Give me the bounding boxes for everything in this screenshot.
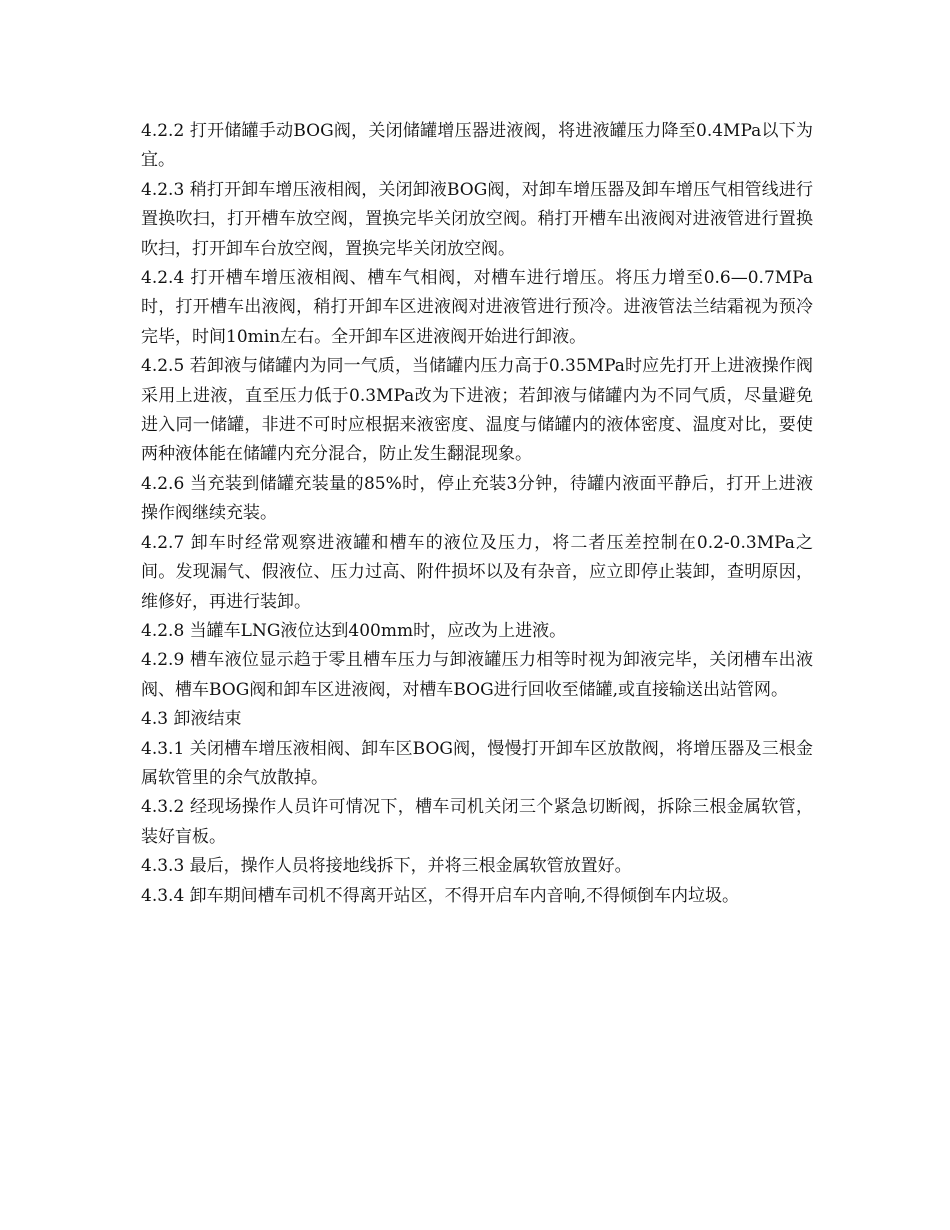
paragraph-4-2-3: 4.2.3 稍打开卸车增压液相阀，关闭卸液BOG阀，对卸车增压器及卸车增压气相管线进行置换吹扫，打开槽车放空阀，置换完毕关闭放空阀。稍打开槽车出液阀对进液管进行置换吹扫，打开卸车台放空阀，置换完毕关闭放空阀。 [141, 179, 813, 259]
paragraph-4-3-4: 4.3.4 卸车期间槽车司机不得离开站区，不得开启车内音响,不得倾倒车内垃圾。 [141, 885, 740, 906]
paragraph-4-2-2: 4.2.2 打开储罐手动BOG阀，关闭储罐增压器进液阀，将进液罐压力降至0.4MPa以下为宜。 [141, 121, 813, 171]
paragraph-4-2-5: 4.2.5 若卸液与储罐内为同一气质，当储罐内压力高于0.35MPa时应先打开上进液操作阀采用上进液，直至压力低于0.3MPa改为下进液；若卸液与储罐内为不同气质，尽量避免进入同一储罐，非进不可时应根据来液密度、温度与储罐内的液体密度、温度对比，要使两种液体能在储罐内充分混合，防止发生翻混现象。 [141, 356, 813, 465]
paragraph-4-2-8: 4.2.8 当罐车LNG液位达到400mm时，应改为上进液。 [141, 620, 567, 641]
document-body [141, 117, 813, 911]
paragraph-4-2-9: 4.2.9 槽车液位显示趋于零且槽车压力与卸液罐压力相等时视为卸液完毕，关闭槽车出液阀、槽车BOG阀和卸车区进液阀，对槽车BOG进行回收至储罐,或直接输送出站管网。 [141, 650, 813, 700]
paragraph-4-2-6: 4.2.6 当充装到储罐充装量的85%时，停止充装3分钟，待罐内液面平静后，打开上进液操作阀继续充装。 [141, 473, 813, 524]
paragraph-4-2-7: 4.2.7 卸车时经常观察进液罐和槽车的液位及压力，将二者压差控制在0.2-0.3MPa之间。发现漏气、假液位、压力过高、附件损坏以及有杂音，应立即停止装卸，查明原因，维修好，再进行装卸。 [141, 532, 813, 612]
paragraph-4-3-1: 4.3.1 关闭槽车增压液相阀、卸车区BOG阀，慢慢打开卸车区放散阀，将增压器及三根金属软管里的余气放散掉。 [141, 738, 813, 788]
paragraph-4-3-3: 4.3.3 最后，操作人员将接地线拆下，并将三根金属软管放置好。 [141, 856, 632, 877]
paragraph-4-2-4: 4.2.4 打开槽车增压液相阀、槽车气相阀，对槽车进行增压。将压力增至0.6—0.7MPa时，打开槽车出液阀，稍打开卸车区进液阀对进液管进行预冷。进液管法兰结霜视为预冷完毕，时间10min左右。全开卸车区进液阀开始进行卸液。 [141, 268, 813, 347]
section-heading-4-3: 4.3 卸液结束 [141, 709, 242, 730]
paragraph-4-3-2: 4.3.2 经现场操作人员许可情况下，槽车司机关闭三个紧急切断阀，拆除三根金属软管，装好盲板。 [141, 797, 813, 847]
